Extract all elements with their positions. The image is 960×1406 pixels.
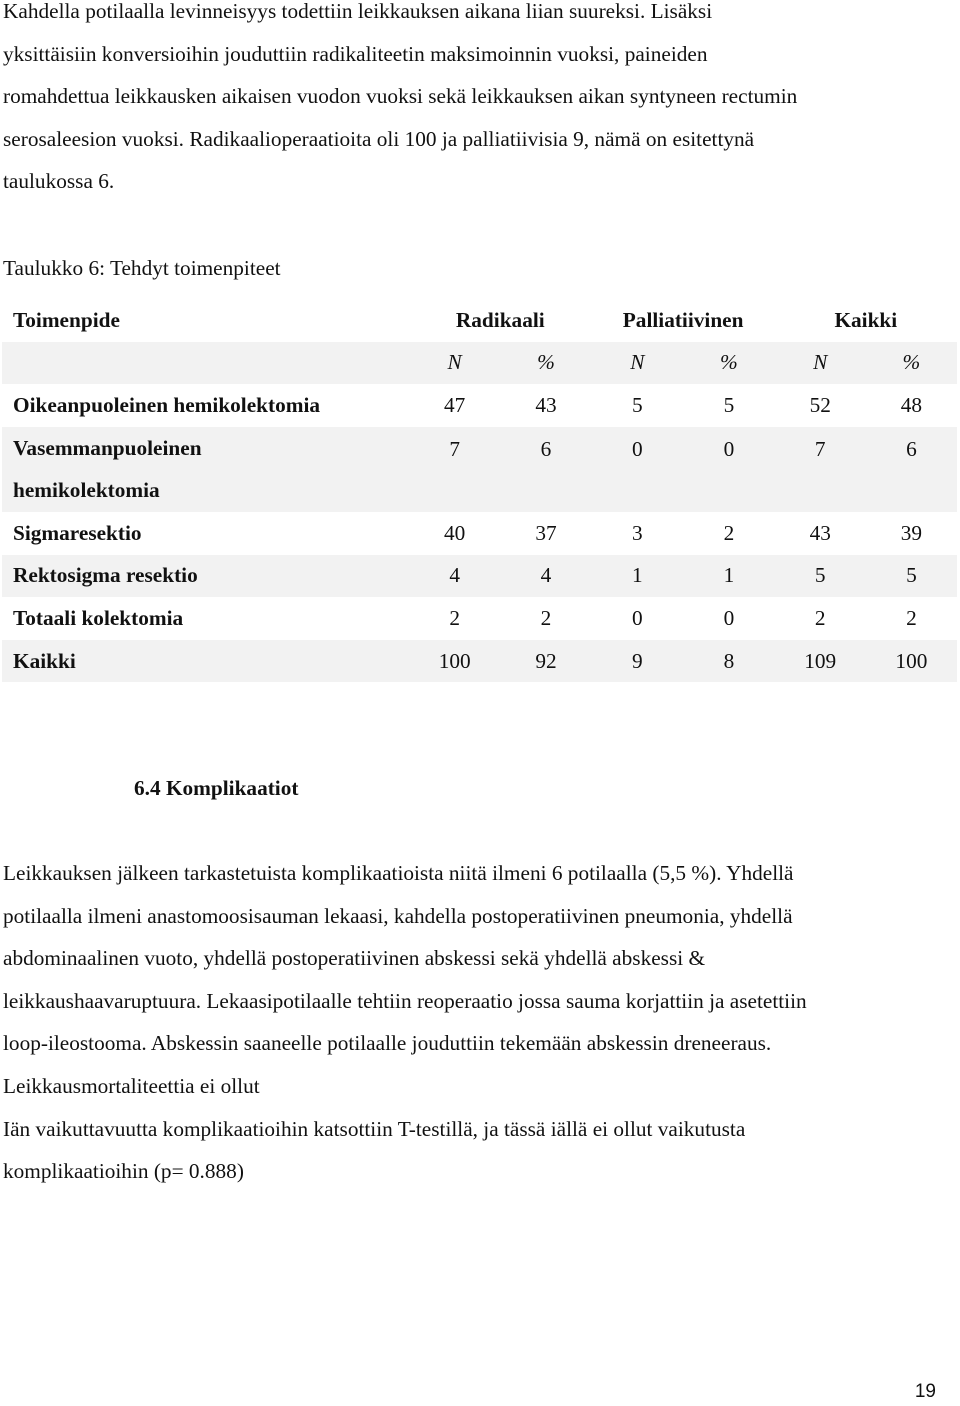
- table-cell: 5: [775, 555, 866, 598]
- row-label: Oikeanpuoleinen hemikolektomia: [13, 392, 321, 417]
- table-cell: 2: [540, 605, 552, 630]
- procedures-table: [2, 299, 957, 682]
- table-cell: 6: [500, 427, 591, 512]
- header-procedure: Toimenpide: [13, 307, 120, 332]
- table-cell: 2: [723, 520, 735, 545]
- table-cell: 43: [535, 392, 557, 417]
- table-cell: 7: [409, 427, 500, 512]
- text-line: potilaalla ilmeni anastomoosisauman lekaasi, kahdella postoperatiivinen pneumonia, yhdellä: [3, 903, 793, 928]
- table-cell: 1: [683, 555, 775, 598]
- text-line: Leikkauksen jälkeen tarkastetuista komplikaatioista niitä ilmeni 6 potilaalla (5,5 %). Yhdellä: [3, 861, 794, 885]
- table-cell: 9: [592, 640, 684, 683]
- table-cell: 0: [723, 605, 735, 630]
- table-cell: 2: [906, 605, 917, 630]
- text-line: serosaleesion vuoksi. Radikaalioperaatioita oli 100 ja palliatiivisia 9, nämä on esitettynä: [3, 126, 755, 151]
- subheader-empty: [2, 342, 409, 385]
- text-line: yksittäisiin konversioihin jouduttiin radikaliteetin maksimoinnin vuoksi, paineiden: [3, 41, 708, 66]
- table-cell: 47: [444, 392, 466, 417]
- row-label: Totaali kolektomia: [13, 605, 184, 630]
- header-palliative: Palliatiivinen: [622, 307, 744, 332]
- table-cell: 4: [409, 555, 500, 598]
- table-cell: 2: [814, 605, 826, 630]
- table-total-row: [2, 640, 957, 683]
- intro-paragraph: [3, 0, 953, 203]
- table-cell: 6: [866, 427, 957, 512]
- table-cell: 5: [866, 555, 957, 598]
- table-row: [2, 427, 957, 512]
- header-radical: Radikaali: [455, 307, 545, 332]
- table-cell: 37: [535, 520, 557, 545]
- table-cell: 43: [809, 520, 831, 545]
- row-label-line: Vasemmanpuoleinen: [13, 435, 202, 460]
- table-cell: 109: [775, 640, 866, 683]
- table-caption: Taulukko 6: Tehdyt toimenpiteet: [3, 256, 281, 280]
- table-row: [2, 597, 957, 640]
- table-cell: 7: [775, 427, 866, 512]
- table-cell: 4: [500, 555, 591, 598]
- text-line: Kahdella potilaalla levinneisyys todettiin leikkauksen aikana liian suureksi. Lisäksi: [3, 0, 713, 23]
- subheader-cell: N: [592, 342, 684, 385]
- table-subheader-row: [2, 342, 957, 385]
- subheader-cell: N: [775, 342, 866, 385]
- subheader-cell: %: [866, 342, 957, 385]
- table-cell: 100: [866, 640, 957, 683]
- table-row: [2, 555, 957, 598]
- row-label: [2, 427, 409, 512]
- text-line: loop-ileostooma. Abskessin saaneelle potilaalle jouduttiin tekemään abskessin dreneeraus.: [3, 1031, 772, 1056]
- text-line: Leikkausmortaliteettia ei ollut: [3, 1073, 260, 1098]
- table-cell: 2: [449, 605, 460, 630]
- row-label: Kaikki: [2, 640, 409, 683]
- row-label: Rektosigma resektio: [2, 555, 409, 598]
- table-cell: 5: [723, 392, 735, 417]
- row-label-line: hemikolektomia: [13, 478, 160, 503]
- table-row: [2, 512, 957, 555]
- complications-paragraph: [3, 852, 953, 1193]
- table-cell: 92: [500, 640, 591, 683]
- subheader-cell: %: [683, 342, 775, 385]
- page-number: 19: [914, 1381, 936, 1402]
- table-cell: 0: [592, 427, 684, 512]
- table-cell: 0: [683, 427, 775, 512]
- table-cell: 39: [900, 520, 923, 545]
- text-line: romahdettua leikkausken aikaisen vuodon vuoksi sekä leikkauksen aikan syntyneen rectumin: [3, 84, 798, 109]
- row-label: Sigmaresektio: [13, 520, 142, 545]
- table-cell: 0: [632, 605, 643, 630]
- text-line: leikkaushaavaruptuura. Lekaasipotilaalle tehtiin reoperaatio jossa sauma korjattiin ja asetettiin: [3, 988, 807, 1013]
- table-cell: 48: [900, 392, 923, 417]
- table-cell: 52: [809, 392, 831, 417]
- text-line: abdominaalinen vuoto, yhdellä postoperatiivinen abskessi sekä yhdellä abskessi &: [3, 946, 706, 971]
- table-cell: 5: [632, 392, 643, 417]
- text-line: komplikaatioihin (p= 0.888): [3, 1159, 244, 1184]
- header-all: Kaikki: [834, 307, 898, 332]
- table-cell: 40: [444, 520, 466, 545]
- text-line: Iän vaikuttavuutta komplikaatioihin katsottiin T-testillä, ja tässä iällä ei ollut vaikutusta: [3, 1116, 746, 1141]
- section-heading: 6.4 Komplikaatiot: [134, 776, 299, 800]
- table-cell: 8: [683, 640, 775, 683]
- table-cell: 3: [632, 520, 643, 545]
- table-header-row: [2, 299, 957, 342]
- table-cell: 1: [592, 555, 684, 598]
- table-cell: 100: [409, 640, 500, 683]
- text-line: taulukossa 6.: [3, 169, 115, 194]
- table-row: [2, 384, 957, 427]
- subheader-cell: N: [409, 342, 500, 385]
- subheader-cell: %: [500, 342, 591, 385]
